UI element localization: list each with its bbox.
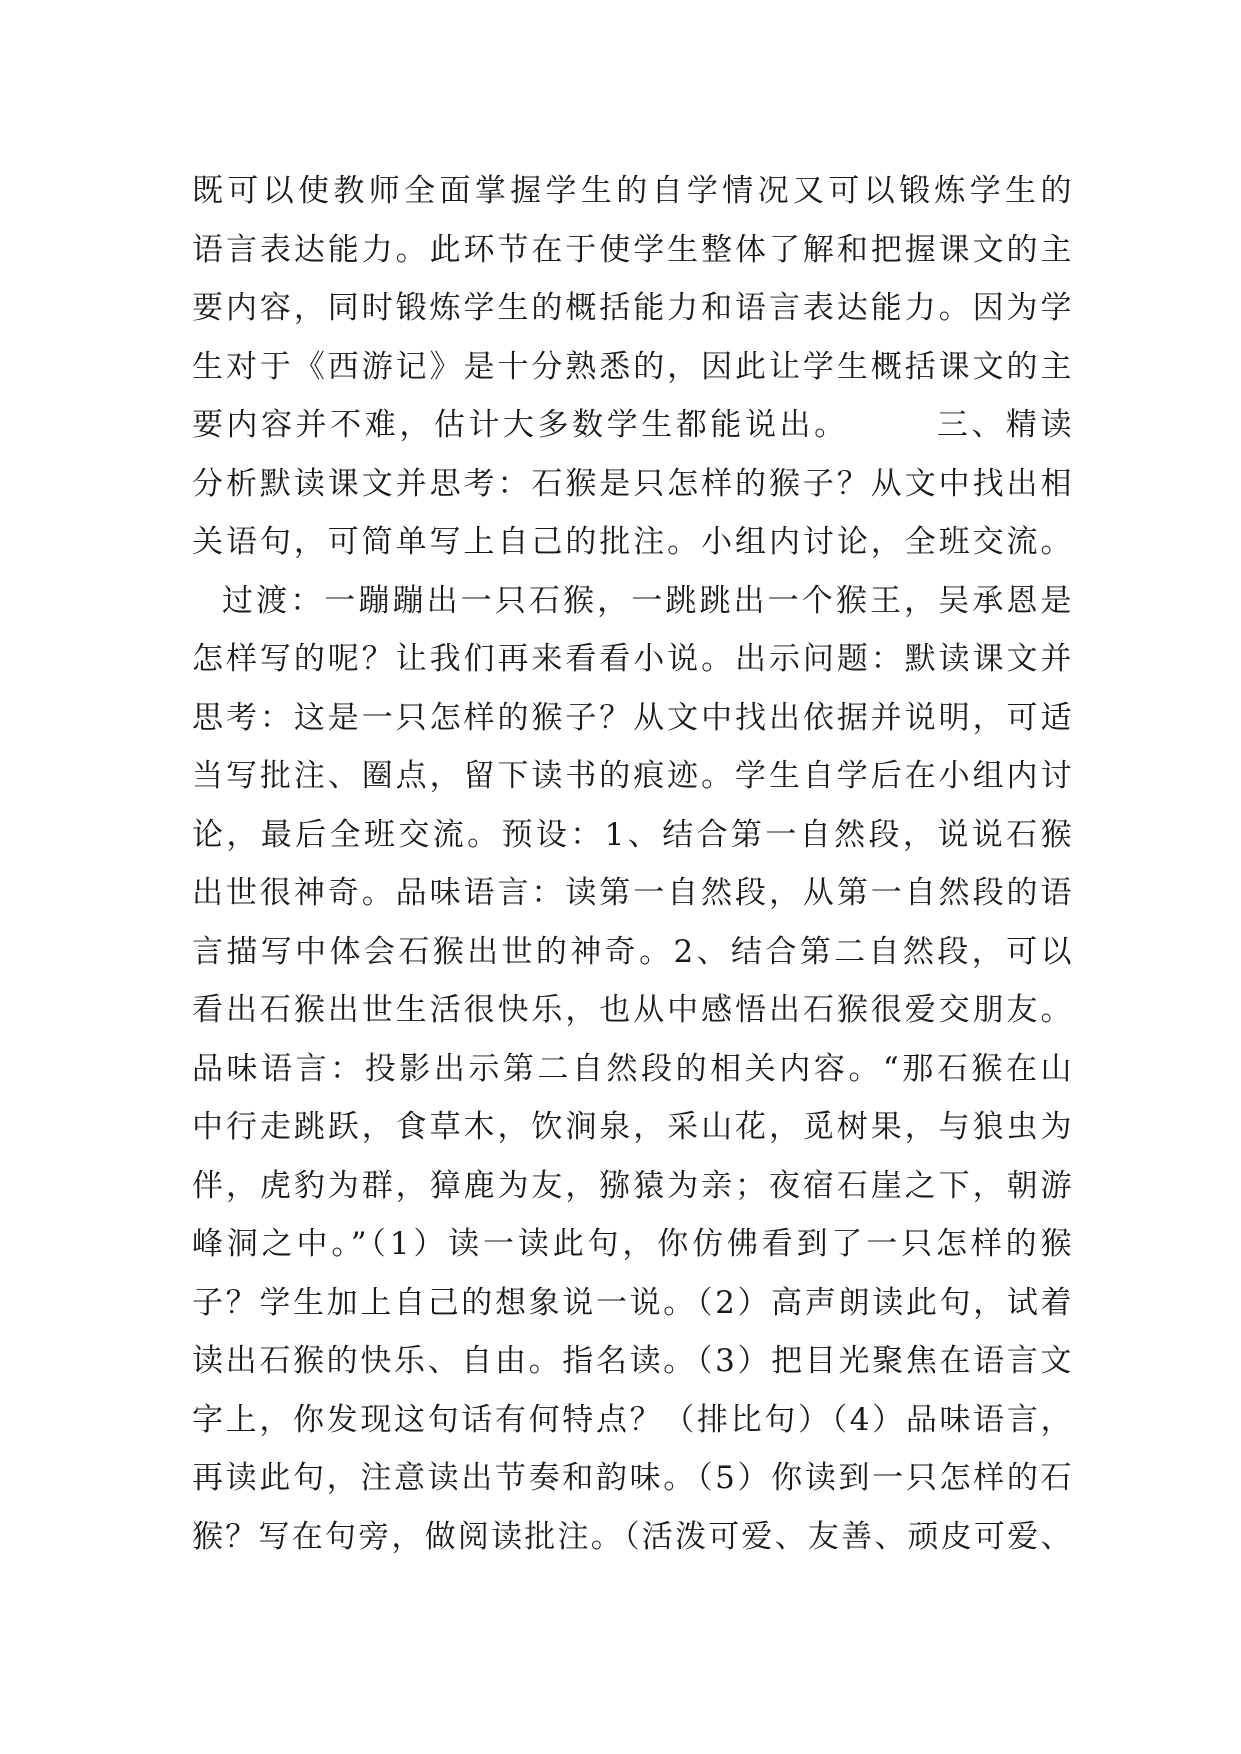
- text-line: 既可以使教师全面掌握学生的自学情况又可以锻炼学生的: [192, 173, 1072, 209]
- text-line: 要内容，同时锻炼学生的概括能力和语言表达能力。因为学: [192, 290, 1072, 326]
- text-line: 中行走跳跃，食草木，饮涧泉，采山花，觅树果，与狼虫为: [192, 1109, 1072, 1145]
- text-line: 言描写中体会石猴出世的神奇。2、结合第二自然段，可以: [192, 933, 1072, 970]
- text-line: 过渡：一蹦蹦出一只石猴，一跳跳出一个猴王，吴承恩是: [222, 582, 1072, 619]
- text-line: 论，最后全班交流。预设：1、结合第一自然段，说说石猴: [192, 816, 1072, 853]
- text-line: 出世很神奇。品味语言：读第一自然段，从第一自然段的语: [192, 875, 1072, 911]
- text-line: 分析默读课文并思考：石猴是只怎样的猴子？从文中找出相: [192, 465, 1072, 502]
- text-line: 要内容并不难，估计大多数学生都能说出。 三、精读: [192, 407, 1072, 443]
- text-line: 怎样写的呢？让我们再来看看小说。出示问题：默读课文并: [192, 641, 1072, 677]
- text-line: 生对于《西游记》是十分熟悉的，因此让学生概括课文的主: [192, 348, 1072, 385]
- text-line: 峰洞之中。”（1）读一读此句，你仿佛看到了一只怎样的猴: [192, 1226, 1072, 1262]
- body-text: [192, 162, 1072, 1566]
- text-line: 语言表达能力。此环节在于使学生整体了解和把握课文的主: [192, 231, 1072, 268]
- text-line: 关语句，可简单写上自己的批注。小组内讨论，全班交流。: [192, 524, 1072, 560]
- text-line: 读出石猴的快乐、自由。指名读。（3）把目光聚焦在语言文: [192, 1343, 1072, 1379]
- text-line: 字上，你发现这句话有何特点？（排比句）（4）品味语言，: [192, 1401, 1072, 1438]
- text-line: 猴？写在句旁，做阅读批注。（活泼可爱、友善、顽皮可爱、: [192, 1518, 1072, 1555]
- text-line: 思考：这是一只怎样的猴子？从文中找出依据并说明，可适: [192, 699, 1072, 736]
- text-line: 伴，虎豹为群，獐鹿为友，猕猿为亲；夜宿石崖之下，朝游: [192, 1167, 1072, 1204]
- text-line: 品味语言：投影出示第二自然段的相关内容。“那石猴在山: [192, 1050, 1072, 1087]
- text-line: 看出石猴出世生活很快乐，也从中感悟出石猴很爱交朋友。: [192, 992, 1072, 1028]
- text-line: 当写批注、圈点，留下读书的痕迹。学生自学后在小组内讨: [192, 758, 1072, 794]
- text-line: 再读此句，注意读出节奏和韵味。（5）你读到一只怎样的石: [192, 1460, 1072, 1496]
- text-line: 子？学生加上自己的想象说一说。（2）高声朗读此句，试着: [192, 1284, 1072, 1321]
